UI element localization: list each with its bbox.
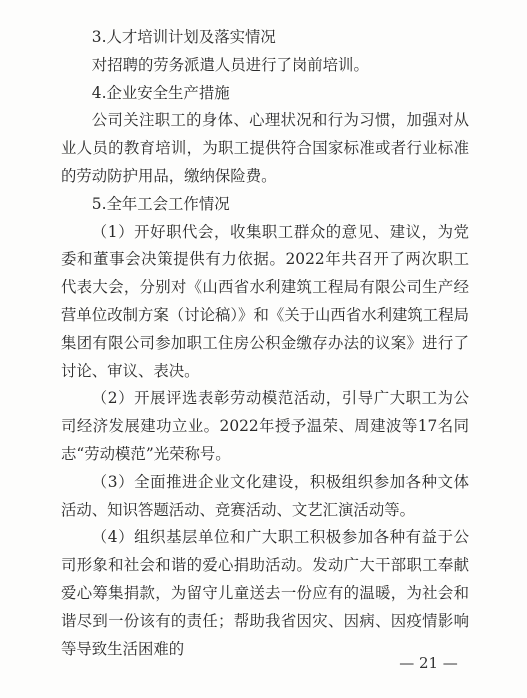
section-heading-talent-training: 3.人才培训计划及落实情况 [91, 28, 276, 46]
page-number-footer [0, 654, 527, 672]
paragraph-safety-measures: 公司关注职工的身体、心理状况和行为习惯，加强对从业人员的教育培训，为职工提供符合国家标准或者行业标准的劳动防护用品，缴纳保险费。 [61, 111, 469, 185]
section-heading-safety-measures: 4.企业安全生产措施 [91, 83, 230, 102]
paragraph-union-item-4: （4）组织基层单位和广大职工积极参加各种有益于公司形象和社会和谐的爱心捐助活动。发动广大干部职工奉献爱心筹集捐款，为留守儿童送去一份应有的温暖，为社会和谐尽到一份该有的责任；帮助我省因灾、因病、因疫情影响等导致生活困难的 [61, 528, 469, 658]
paragraph-union-item-2: （2）开展评选表彰劳动模范活动，引导广大职工为公司经济发展建功立业。2022年授予温荣、周建波等17名同志“劳动模范”光荣称号。 [61, 389, 469, 463]
paragraph-union-item-3: （3）全面推进企业文化建设，积极组织参加各种文体活动、知识答题活动、竞赛活动、文艺汇演活动等。 [61, 472, 469, 519]
section-heading-union-work: 5.全年工会工作情况 [91, 194, 230, 213]
paragraph-union-item-1: （1）开好职代会，收集职工群众的意见、建议，为党委和董事会决策提供有力依据。2022年共召开了两次职工代表大会，分别对《山西省水利建筑工程局有限公司生产经营单位改制方案（讨论稿）》和《关于山西省水利建筑工程局集团有限公司参加职工住房公积金缴存办法的议案》进行了讨论、审议、表决。 [61, 222, 469, 380]
document-body [61, 24, 469, 663]
page-number: — 21 — [399, 654, 458, 672]
paragraph-talent-training: 对招聘的劳务派遣人员进行了岗前培训。 [91, 55, 369, 74]
